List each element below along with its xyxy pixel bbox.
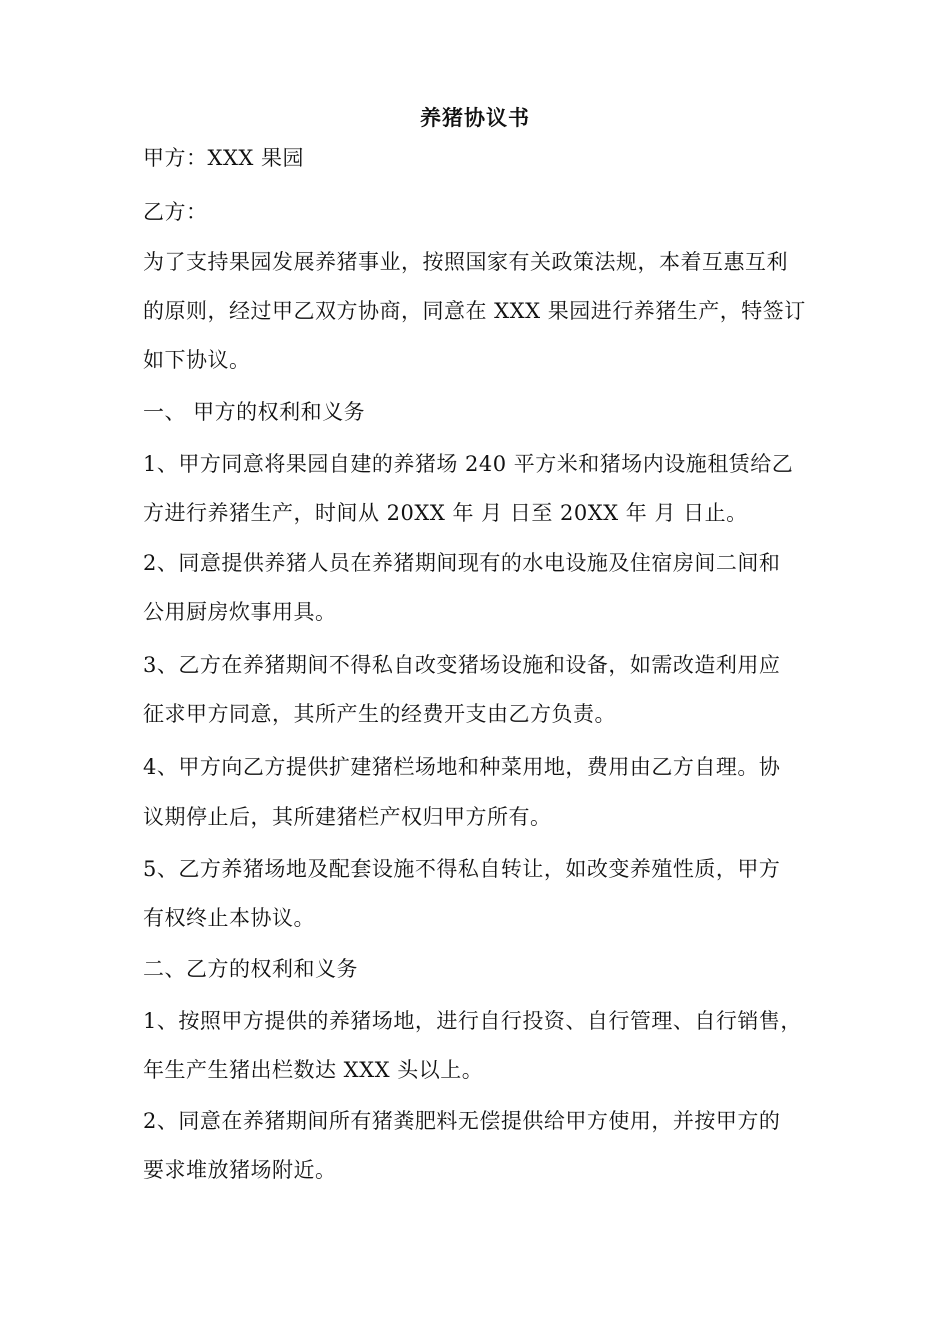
preamble-line-1: 为了支持果园发展养猪事业，按照国家有关政策法规，本着互惠互利 <box>143 250 788 274</box>
clause-a3-line-1: 3、乙方在养猪期间不得私自改变猪场设施和设备，如需改造利用应 <box>143 653 781 677</box>
clause-a4-line-2: 议期停止后，其所建猪栏产权归甲方所有。 <box>143 805 552 829</box>
clause-a4-line-1: 4、甲方向乙方提供扩建猪栏场地和种菜用地，费用由乙方自理。协 <box>143 755 781 779</box>
clause-b1-line-1: 1、按照甲方提供的养猪场地，进行自行投资、自行管理、自行销售， <box>143 1009 802 1033</box>
party-a-line: 甲方：XXX 果园 <box>143 146 305 170</box>
clause-a1-line-2: 方进行养猪生产，时间从 20XX 年 月 日至 20XX 年 月 日止。 <box>143 501 748 525</box>
document-title: 养猪协议书 <box>420 105 530 130</box>
clause-a5-line-1: 5、乙方养猪场地及配套设施不得私自转让，如改变养殖性质，甲方 <box>143 857 781 881</box>
clause-b2-line-1: 2、同意在养猪期间所有猪粪肥料无偿提供给甲方使用，并按甲方的 <box>143 1109 781 1133</box>
clause-a2-line-2: 公用厨房炊事用具。 <box>143 600 337 624</box>
preamble-line-3: 如下协议。 <box>143 348 251 372</box>
clause-a5-line-2: 有权终止本协议。 <box>143 906 315 930</box>
section-heading-party-a: 一、 甲方的权利和义务 <box>143 400 366 424</box>
clause-a3-line-2: 征求甲方同意，其所产生的经费开支由乙方负责。 <box>143 702 616 726</box>
clause-a1-line-1: 1、甲方同意将果园自建的养猪场 240 平方米和猪场内设施租赁给乙 <box>143 452 794 476</box>
clause-a2-line-1: 2、同意提供养猪人员在养猪期间现有的水电设施及住宿房间二间和 <box>143 551 781 575</box>
clause-b1-line-2: 年生产生猪出栏数达 XXX 头以上。 <box>143 1058 484 1082</box>
clause-b2-line-2: 要求堆放猪场附近。 <box>143 1158 337 1182</box>
party-b-line: 乙方： <box>143 200 208 224</box>
preamble-line-2: 的原则，经过甲乙双方协商，同意在 XXX 果园进行养猪生产，特签订 <box>143 299 806 323</box>
section-heading-party-b: 二、乙方的权利和义务 <box>143 957 358 981</box>
